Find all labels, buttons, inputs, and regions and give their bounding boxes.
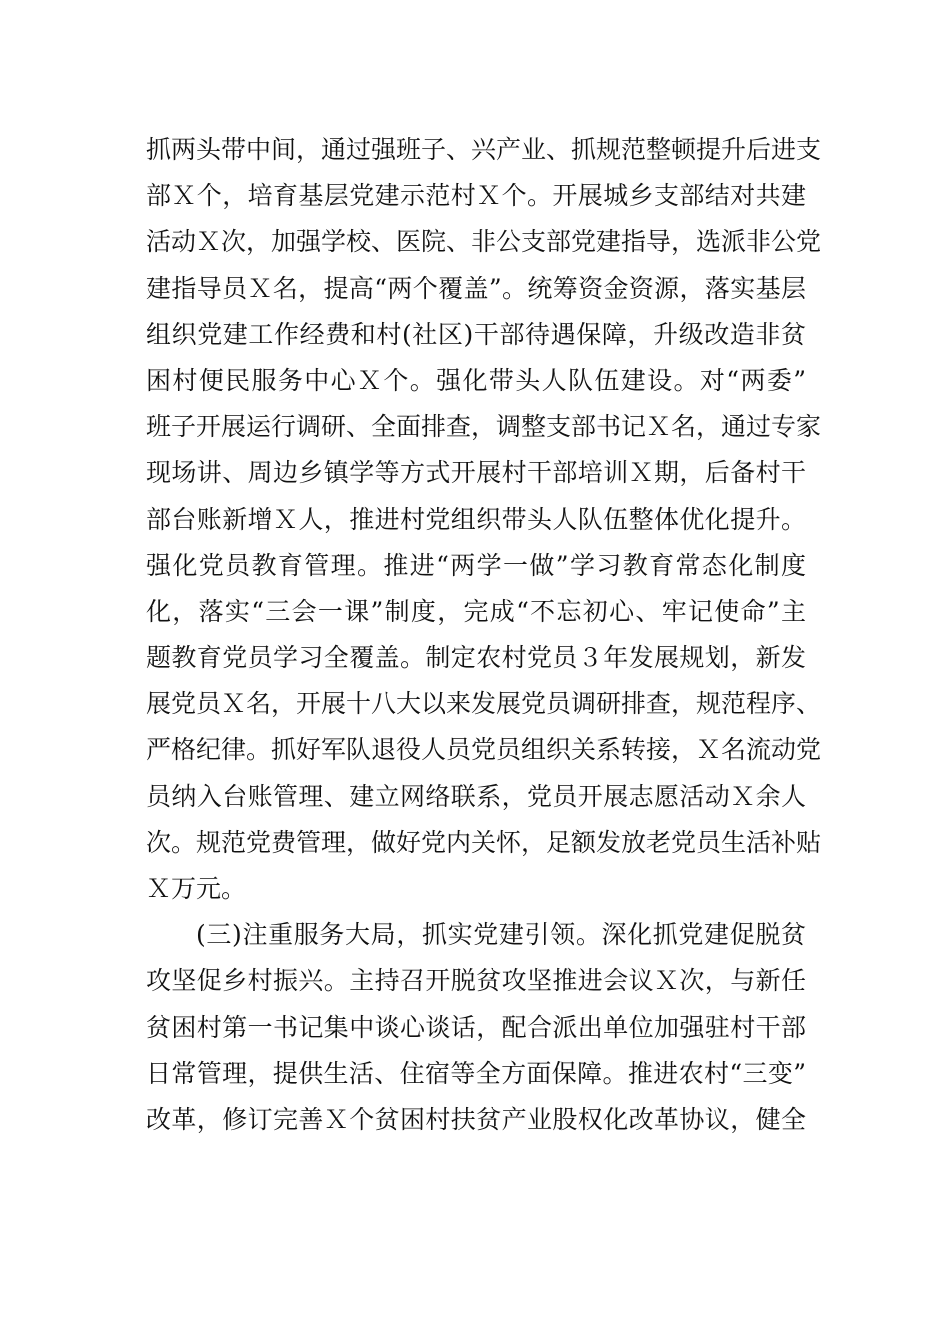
text-line: 班子开展运行调研、全面排查，调整支部书记Ｘ名，通过专家 (146, 412, 822, 442)
text-line: 建指导员Ｘ名，提高“两个覆盖”。统筹资金资源，落实基层 (146, 273, 806, 303)
text-line: Ｘ万元。 (146, 874, 247, 903)
text-line: 强化党员教育管理。推进“两学一做”学习教育常态化制度 (146, 550, 806, 580)
text-line: 员纳入台账管理、建立网络联系，党员开展志愿活动Ｘ余人 (146, 781, 806, 811)
text-line: 困村便民服务中心Ｘ个。强化带头人队伍建设。对“两委” (146, 365, 806, 395)
text-line: 现场讲、周边乡镇学等方式开展村干部培训Ｘ期，后备村干 (146, 458, 806, 488)
text-line: (三)注重服务大局，抓实党建引领。深化抓党建促脱贫 (196, 920, 806, 950)
text-line: 次。规范党费管理，做好党内关怀，足额发放老党员生活补贴 (146, 827, 822, 857)
text-line: 抓两头带中间，通过强班子、兴产业、抓规范整顿提升后进支 (146, 135, 822, 164)
text-line: 部Ｘ个，培育基层党建示范村Ｘ个。开展城乡支部结对共建 (146, 181, 806, 211)
text-line: 化，落实“三会一课”制度，完成“不忘初心、牢记使命”主 (146, 596, 806, 626)
text-line: 组织党建工作经费和村(社区)干部待遇保障，升级改造非贫 (146, 319, 806, 349)
text-line: 展党员Ｘ名，开展十八大以来发展党员调研排查，规范程序、 (146, 689, 822, 719)
text-line: 攻坚促乡村振兴。主持召开脱贫攻坚推进会议Ｘ次，与新任 (146, 966, 806, 996)
text-line: 严格纪律。抓好军队退役人员党员组织关系转接，Ｘ名流动党 (146, 735, 822, 765)
body-text (146, 127, 822, 1143)
text-line: 题教育党员学习全覆盖。制定农村党员３年发展规划，新发 (146, 643, 806, 673)
text-line: 改革，修订完善Ｘ个贫困村扶贫产业股权化改革协议，健全 (146, 1104, 806, 1134)
text-line: 活动Ｘ次，加强学校、医院、非公支部党建指导，选派非公党 (146, 227, 822, 257)
text-line: 贫困村第一书记集中谈心谈话，配合派出单位加强驻村干部 (146, 1012, 806, 1042)
text-line: 日常管理，提供生活、住宿等全方面保障。推进农村“三变” (146, 1058, 806, 1088)
text-line: 部台账新增Ｘ人，推进村党组织带头人队伍整体优化提升。 (146, 504, 806, 534)
